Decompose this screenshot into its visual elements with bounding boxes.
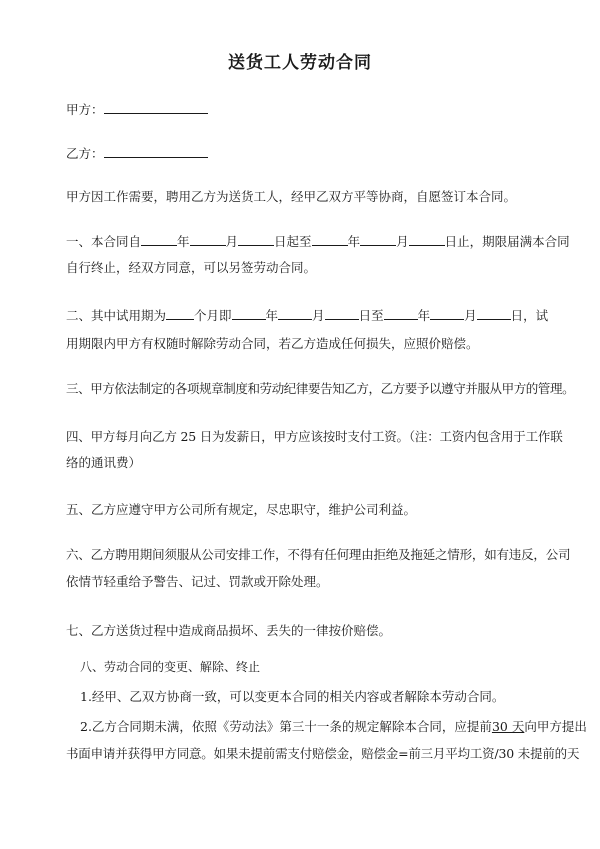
clause-1-month-start-blank[interactable] xyxy=(190,232,226,246)
clause-2-year-end-blank[interactable] xyxy=(384,306,418,320)
clause-8-item-1: 1.经甲、乙双方协商一致，可以变更本合同的相关内容或者解除本劳动合同。 xyxy=(80,689,505,704)
clause-8-item-2-text: 2.乙方合同期未满，依照《劳动法》第三十一条的规定解除本合同，应提前 xyxy=(80,719,492,734)
clause-2-end-text: 日，试 xyxy=(510,308,549,323)
clause-3: 三、甲方依法制定的各项规章制度和劳动纪律要告知乙方，乙方要予以遵守并服从甲方的管理。 xyxy=(66,381,575,396)
clause-2-month-label: 月 xyxy=(312,308,325,323)
clause-2-month-end-blank[interactable] xyxy=(430,306,464,320)
clause-2-year-end-label: 年 xyxy=(417,308,431,323)
clause-1-year-label: 年 xyxy=(177,234,190,249)
clause-1-month-label: 月 xyxy=(225,234,239,249)
clause-1-end-text: 日止，期限届满本合同 xyxy=(444,234,570,249)
clause-8-item-2-line-2: 书面申请并获得甲方同意。如果未提前需支付赔偿金，赔偿金=前三月平均工资/30 未提前的天 xyxy=(66,746,580,761)
party-b-blank[interactable] xyxy=(104,144,208,158)
intro-paragraph: 甲方因工作需要，聘用乙方为送货工人，经甲乙双方平等协商，自愿签订本合同。 xyxy=(66,189,517,204)
clause-1-text: 一、本合同自 xyxy=(66,234,142,249)
clause-2-months-blank[interactable] xyxy=(166,306,194,320)
clause-8-item-2-text-end: 向甲方提出 xyxy=(524,719,587,734)
clause-5: 五、乙方应遵守甲方公司所有规定，尽忠职守，维护公司利益。 xyxy=(66,502,417,517)
party-a-blank[interactable] xyxy=(104,100,208,114)
clause-1-line-1 xyxy=(66,232,570,252)
clause-1-line-2: 自行终止，经双方同意，可以另签劳动合同。 xyxy=(66,260,317,275)
clause-2-text: 二、其中试用期为 xyxy=(66,308,167,323)
clause-8-item-2-line-1 xyxy=(80,717,587,737)
party-a-label: 甲方： xyxy=(66,102,104,117)
clause-8-heading: 八、劳动合同的变更、解除、终止 xyxy=(80,660,261,674)
clause-1-year-end-label: 年 xyxy=(347,234,361,249)
party-b-label: 乙方： xyxy=(66,146,104,161)
clause-1-day-end-blank[interactable] xyxy=(409,232,445,246)
clause-2-line-2: 用期限内甲方有权随时解除劳动合同，若乙方造成任何损失，应照价赔偿。 xyxy=(66,336,479,351)
clause-1-year-start-blank[interactable] xyxy=(141,232,177,246)
clause-2-year-label: 年 xyxy=(265,308,279,323)
party-b-line xyxy=(66,144,566,164)
clause-1-month-end-label: 月 xyxy=(396,234,409,249)
clause-7: 七、乙方送货过程中造成商品损坏、丢失的一律按价赔偿。 xyxy=(66,623,392,638)
clause-1-year-end-blank[interactable] xyxy=(312,232,348,246)
clause-4-line-1: 四、甲方每月向乙方 25 日为发薪日，甲方应该按时支付工资。（注：工资内包含用于工作联 xyxy=(66,429,563,444)
clause-2-day-end-blank[interactable] xyxy=(477,306,511,320)
party-a-line xyxy=(66,100,566,120)
notice-days-value: 30 天 xyxy=(491,719,525,734)
clause-6-line-2: 依情节轻重给予警告、记过、罚款或开除处理。 xyxy=(66,574,329,589)
clause-2-month-start-blank[interactable] xyxy=(278,306,312,320)
clause-2-line-1 xyxy=(66,306,566,326)
clause-1-day-start-blank[interactable] xyxy=(238,232,274,246)
clause-2-month-end-label: 月 xyxy=(464,308,477,323)
clause-6-line-1: 六、乙方聘用期间须服从公司安排工作，不得有任何理由拒绝及拖延之情形，如有违反，公司 xyxy=(66,547,571,562)
clause-4-line-2: 络的通讯费） xyxy=(66,455,142,470)
clause-2-year-start-blank[interactable] xyxy=(232,306,266,320)
clause-1-month-end-blank[interactable] xyxy=(360,232,396,246)
clause-2-day-label: 日至 xyxy=(358,308,384,323)
clause-2-day-start-blank[interactable] xyxy=(325,306,359,320)
document-title: 送货工人劳动合同 xyxy=(228,53,372,73)
clause-2-months-label: 个月即 xyxy=(194,308,232,323)
clause-1-day-label: 日起至 xyxy=(274,234,312,249)
